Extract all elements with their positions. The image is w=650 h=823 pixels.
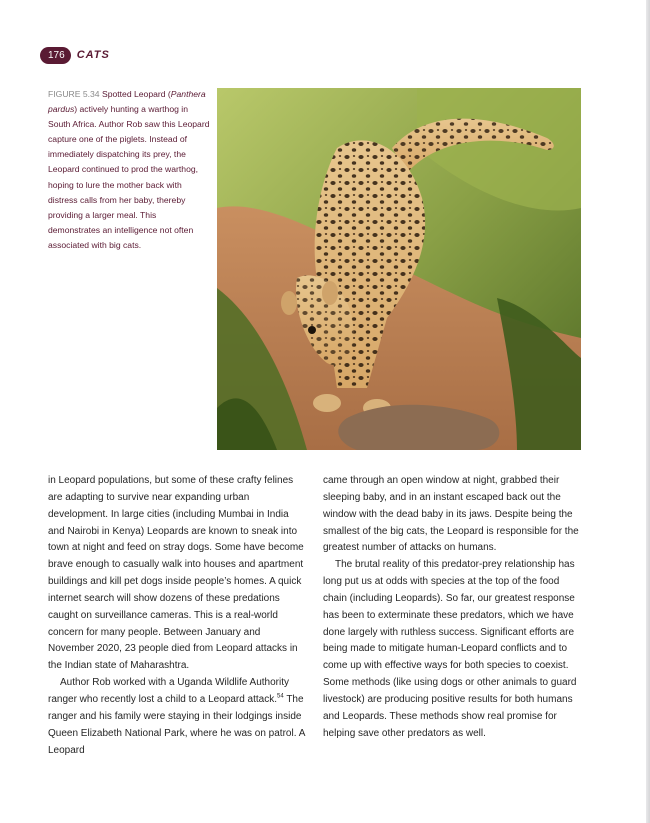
paragraph: came through an open window at night, grabbed their sleeping baby, and in an instant escaped back out the window with the dead baby in its jaws. Despite being the smallest of the big cats, the Leopard is responsible for the greatest number of attacks on humans. [323,475,579,554]
page-edge [646,0,650,823]
paragraph: in Leopard populations, but some of these crafty felines are adapting to survive near expanding urban development. In large cities (including Mumbai in India and Nairobi in Kenya) Leopards are known to sneak into town at night and feed on stray dogs. Some have become brave enough to casually walk into houses and apartment buildings and kill pet dogs inside people’s homes. A quick internet search will show dozens of these predations caught on surveillance cameras. This is a real-world concern for many people. Between January and November 2020, 23 people died from Leopard attacks in the Indian state of Maharashtra. [48,475,304,672]
figure-label: FIGURE 5.34 [48,89,100,99]
paragraph: The brutal reality of this predator-prey relationship has long put us at odds with species at the top of the food chain (including Leopards). So far, our greatest response has been to exterminate these predators, which we have done largely with ruthless success. Significant efforts are being made to mitigate human-Leopard conflicts and to come up with effective ways for both species to coexist. Some methods (like using dogs or other animals to guard livestock) are producing positive results for both humans and Leopards. These methods show real promise for helping save other predators as well. [323,559,577,739]
endnote-marker: 54 [277,693,284,700]
paragraph [48,675,306,759]
running-head: CATS [76,49,110,61]
paragraph-text: Author Rob worked with a Uganda Wildlife Authority ranger who recently lost a child to a Leopard attack. [48,677,290,705]
paragraph-text-cont: The ranger and his family were staying in their lodgings inside Queen Elizabeth National Park, where he was on patrol. A Leopard [48,693,305,756]
figure-caption [48,87,210,253]
caption-text-start: Spotted Leopard ( [101,89,171,99]
body-column-left [48,473,306,759]
leopard-photo-illustration [217,88,581,450]
caption-text-rest: ) actively hunting a warthog in South Africa. Author Rob saw this Leopard capture one of the piglets. Instead of immediately dispatching its prey, the Leopard continued to prod the warthog, hoping to lure the mother back with distress calls from her baby, thereby providing a larger meal. This demonstrates an intelligence not often associated with big cats. [48,104,210,250]
page-header [40,46,110,64]
page-number-badge: 176 [40,47,71,64]
body-column-right [323,473,581,743]
species-name: Panthera pardus [48,89,206,115]
leopard-photo [217,88,581,450]
